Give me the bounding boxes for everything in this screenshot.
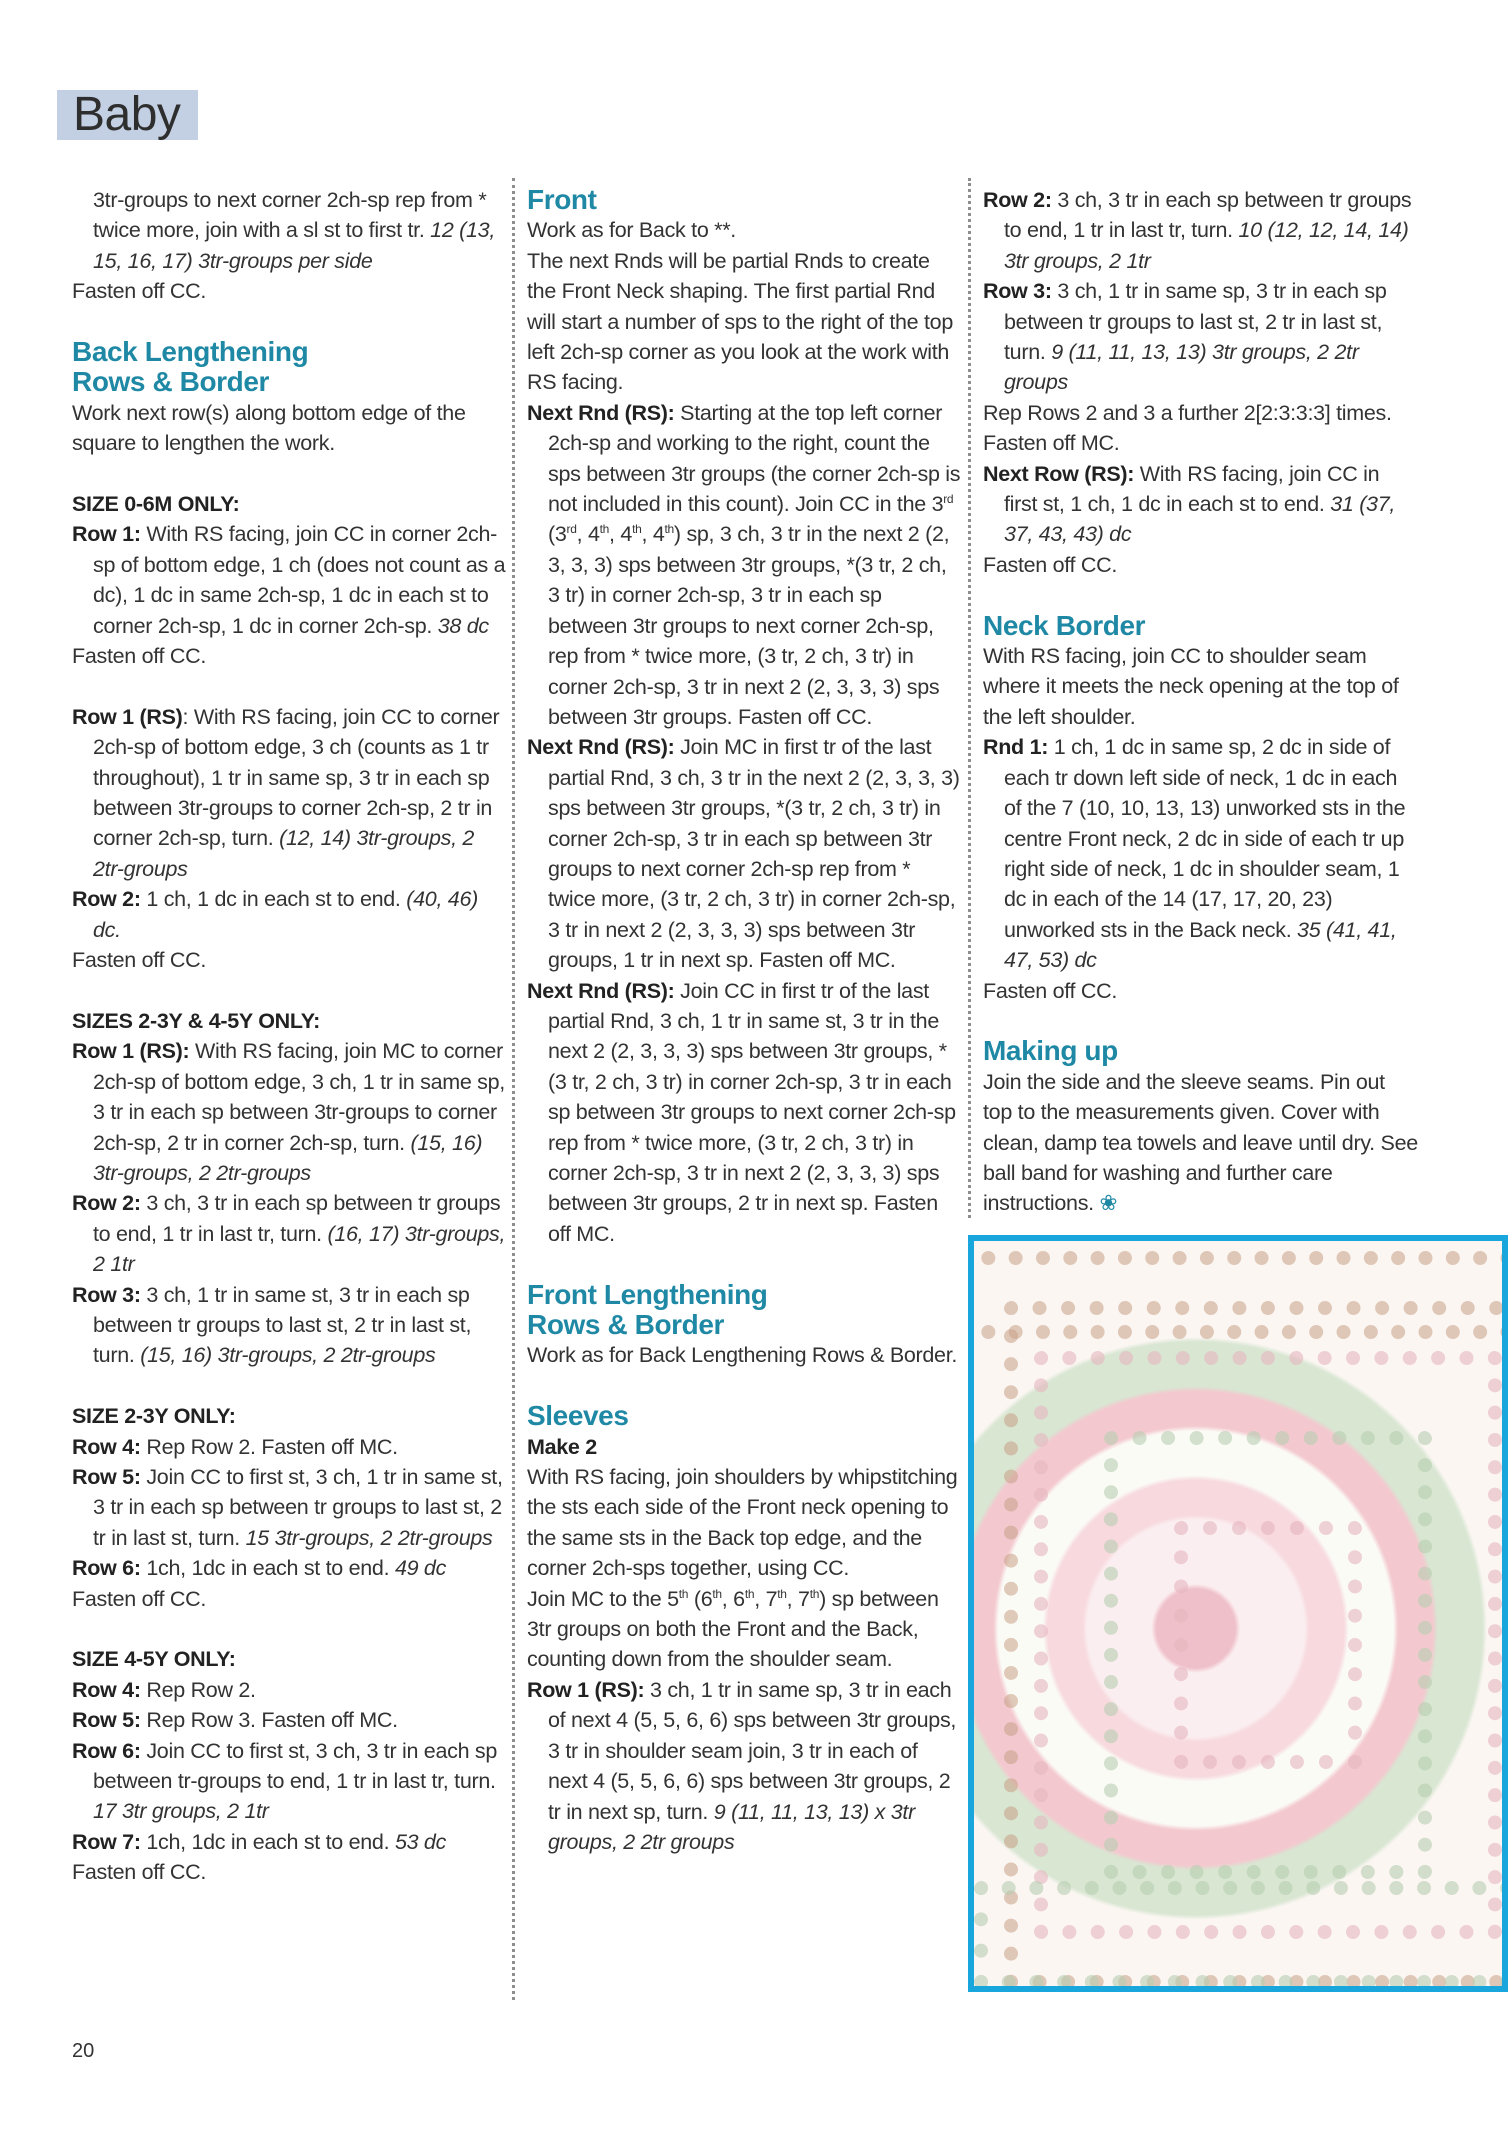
instruction-row: Row 2: 3 ch, 3 tr in each sp between tr groups to end, 1 tr in last tr, turn. 10 (12, 12, 14, 14) 3tr groups, 2 1tr xyxy=(983,188,1412,273)
instruction-row: Next Rnd (RS): Join MC in first tr of the last partial Rnd, 3 ch, 3 tr in the next 2 (2, 3, 3, 3) sps between 3tr groups, *(3 tr, 2 ch, 3 tr) in corner 2ch-sp, 3 tr in each sp between 3tr groups to next corner 2ch-sp rep from * twice more, (3 tr, 2 ch, 3 tr) in corner 2ch-sp, 3 tr in next 2 (2, 3, 3, 3) sps between 3tr groups, 1 tr in next sp. Fasten off MC. xyxy=(527,735,960,973)
paragraph: Fasten off CC. xyxy=(72,1586,207,1611)
paragraph: Join MC to the 5th (6th, 6th, 7th, 7th) sp between 3tr groups on both the Front and the Back, counting down from the shoulder seam. xyxy=(527,1586,939,1672)
instruction-row: Row 5: Rep Row 3. Fasten off MC. xyxy=(72,1708,398,1733)
instruction-row: Row 4: Rep Row 2. Fasten off MC. xyxy=(72,1434,398,1459)
instruction-row: Row 4: Rep Row 2. xyxy=(72,1677,256,1702)
spacer xyxy=(72,1371,507,1401)
paragraph: Fasten off CC. xyxy=(983,978,1118,1003)
column-2 xyxy=(527,185,962,1857)
paragraph: Rep Rows 2 and 3 a further 2[2:3:3:3] times. Fasten off MC. xyxy=(983,400,1392,456)
sub-heading: SIZE 2-3Y ONLY: xyxy=(72,1404,236,1429)
spacer xyxy=(72,1614,507,1644)
paragraph: With RS facing, join shoulders by whipstitching the sts each side of the Front neck opening to the same sts in the Back top edge, and the corner 2ch-sps together, using CC. xyxy=(527,1465,958,1581)
spacer xyxy=(983,1006,1418,1036)
instruction-row: Row 5: Join CC to first st, 3 ch, 1 tr in same st, 3 tr in each sp between tr groups to last st, 2 tr in last st, turn. 15 3tr-groups, 2 2tr-groups xyxy=(72,1464,503,1550)
instruction-row: Row 6: Join CC to first st, 3 ch, 3 tr in each sp between tr-groups to end, 1 tr in last tr, turn. 17 3tr groups, 2 1tr xyxy=(72,1738,498,1824)
sub-heading: Make 2 xyxy=(527,1434,597,1459)
instruction-row: Row 1 (RS): With RS facing, join CC to corner 2ch-sp of bottom edge, 3 ch (counts as 1 tr throughout), 1 tr in same sp, 3 tr in each sp between 3tr-groups to corner 2ch-sp, 2 tr in corner 2ch-sp, turn. (12, 14) 3tr-groups, 2 2tr-groups xyxy=(72,704,500,881)
paragraph: Work as for Back to **. xyxy=(527,218,736,243)
instruction-row: Row 1 (RS): 3 ch, 1 tr in same sp, 3 tr in each of next 4 (5, 5, 6, 6) sps between 3tr groups, 3 tr in shoulder seam join, 3 tr in each of next 4 (5, 5, 6, 6) sps between 3tr groups, 2 tr in next sp, turn. 9 (11, 11, 13, 13) x 3tr groups, 2 2tr groups xyxy=(527,1677,957,1854)
spacer xyxy=(72,671,507,701)
paragraph: With RS facing, join CC to shoulder seam where it meets the neck opening at the top of the left shoulder. xyxy=(983,644,1399,729)
paragraph: Fasten off CC. xyxy=(72,948,207,973)
instruction-row: Next Rnd (RS): Starting at the top left corner 2ch-sp and working to the right, count the sps between 3tr groups (the corner 2ch-sp is not included in this count). Join CC in the 3rd (3rd, 4th, 4th, 4th) sp, 3 ch, 3 tr in the next 2 (2, 3, 3, 3) sps between 3tr groups, *(3 tr, 2 ch, 3 tr) in corner 2ch-sp, 3 tr in each sp between 3tr groups to next corner 2ch-sp, rep from * twice more, (3 tr, 2 ch, 3 tr) in corner 2ch-sp, 3 tr in next 2 (2, 3, 3, 3) sps between 3tr groups. Fasten off CC. xyxy=(527,400,961,729)
paragraph: Fasten off CC. xyxy=(72,644,207,669)
sub-heading: SIZE 0-6M ONLY: xyxy=(72,492,240,517)
section-heading: Front Lengthening Rows & Border xyxy=(527,1278,768,1341)
paragraph: Join the side and the sleeve seams. Pin out top to the measurements given. Cover with clean, damp tea towels and leave until dry. See ball band for washing and further care instructions. ❀ xyxy=(983,1069,1418,1216)
instruction-row: Row 2: 1 ch, 1 dc in each st to end. (40, 46) dc. xyxy=(72,887,478,942)
instruction-row: Row 3: 3 ch, 1 tr in same sp, 3 tr in each sp between tr groups to last st, 2 tr in last st, turn. 9 (11, 11, 13, 13) 3tr groups, 2 2tr groups xyxy=(983,279,1387,395)
column-3 xyxy=(983,185,1418,1219)
paragraph: Fasten off CC. xyxy=(72,1860,207,1885)
section-heading: Sleeves xyxy=(527,1400,629,1432)
instruction-row: Row 3: 3 ch, 1 tr in same st, 3 tr in each sp between tr groups to last st, 2 tr in last st, turn. (15, 16) 3tr-groups, 2 2tr-groups xyxy=(72,1282,472,1368)
column-divider-1 xyxy=(512,178,515,2000)
column-divider-2 xyxy=(968,178,971,1218)
section-title: Baby xyxy=(73,88,181,141)
spacer xyxy=(72,307,507,337)
sub-heading: SIZES 2-3Y & 4-5Y ONLY: xyxy=(72,1008,321,1033)
section-heading: Front xyxy=(527,184,597,215)
section-heading: Back Lengthening Rows & Border xyxy=(72,336,309,398)
paragraph: Work as for Back Lengthening Rows & Border. xyxy=(527,1343,958,1368)
paragraph: Fasten off CC. xyxy=(72,279,207,304)
spacer xyxy=(983,580,1418,610)
paragraph: Fasten off CC. xyxy=(983,552,1118,577)
spacer xyxy=(527,1249,962,1279)
section-heading: Neck Border xyxy=(983,609,1146,641)
spacer xyxy=(72,976,507,1006)
section-heading: Making up xyxy=(983,1035,1118,1067)
instruction-row: Row 1 (RS): With RS facing, join MC to corner 2ch-sp of bottom edge, 3 ch, 1 tr in same sp, 3 tr in each sp between 3tr-groups to corner 2ch-sp, 2 tr in corner 2ch-sp, turn. (15, 16) 3tr-groups, 2 2tr-groups xyxy=(72,1039,505,1185)
instruction-row: Row 2: 3 ch, 3 tr in each sp between tr groups to end, 1 tr in last tr, turn. (16, 17) 3tr-groups, 2 1tr xyxy=(72,1191,506,1277)
spacer xyxy=(527,1371,962,1401)
instruction-row: Row 1: With RS facing, join CC in corner 2ch-sp of bottom edge, 1 ch (does not count as a dc), 1 dc in same 2ch-sp, 1 dc in each st to corner 2ch-sp, 1 dc in corner 2ch-sp. 38 dc xyxy=(72,522,506,638)
crochet-swatch-photo xyxy=(968,1235,1508,1992)
instruction-row: Row 6: 1ch, 1dc in each st to end. 49 dc xyxy=(72,1556,447,1581)
section-tab xyxy=(57,90,198,140)
paragraph: Work next row(s) along bottom edge of the square to lengthen the work. xyxy=(72,400,466,456)
instruction-row: Next Rnd (RS): Join CC in first tr of the last partial Rnd, 3 ch, 1 tr in same st, 3 tr in the next 2 (2, 3, 3, 3) sps between 3tr groups, *(3 tr, 2 ch, 3 tr) in corner 2ch-sp, 3 tr in each sp between 3tr groups to next corner 2ch-sp rep from * twice more, (3 tr, 2 ch, 3 tr) in corner 2ch-sp, 3 tr in next 2 (2, 3, 3, 3) sps between 3tr groups, 2 tr in next sp. Fasten off MC. xyxy=(527,978,956,1246)
spacer xyxy=(72,459,507,489)
column-1 xyxy=(72,185,507,1888)
instruction-row: Rnd 1: 1 ch, 1 dc in same sp, 2 dc in side of each tr down left side of neck, 1 dc in each of the 7 (10, 10, 13, 13) unworked sts in the centre Front neck, 2 dc in side of each tr up right side of neck, 1 dc in shoulder seam, 1 dc in each of the 14 (17, 17, 20, 23) unworked sts in the Back neck. 35 (41, 41, 47, 53) dc xyxy=(983,735,1406,973)
paragraph: 3tr-groups to next corner 2ch-sp rep from * twice more, join with a sl st to first tr. 12 (13, 15, 16, 17) 3tr-groups per side xyxy=(93,188,496,273)
sub-heading: SIZE 4-5Y ONLY: xyxy=(72,1647,236,1672)
instruction-row: Row 7: 1ch, 1dc in each st to end. 53 dc xyxy=(72,1829,447,1854)
page-number: 20 xyxy=(72,2040,95,2062)
paragraph: The next Rnds will be partial Rnds to create the Front Neck shaping. The first partial Rnd will start a number of sps to the right of the top left 2ch-sp corner as you look at the work with RS facing. xyxy=(527,248,953,395)
instruction-row: Next Row (RS): With RS facing, join CC in first st, 1 ch, 1 dc in each st to end. 31 (37, 37, 43, 43) dc xyxy=(983,461,1396,547)
